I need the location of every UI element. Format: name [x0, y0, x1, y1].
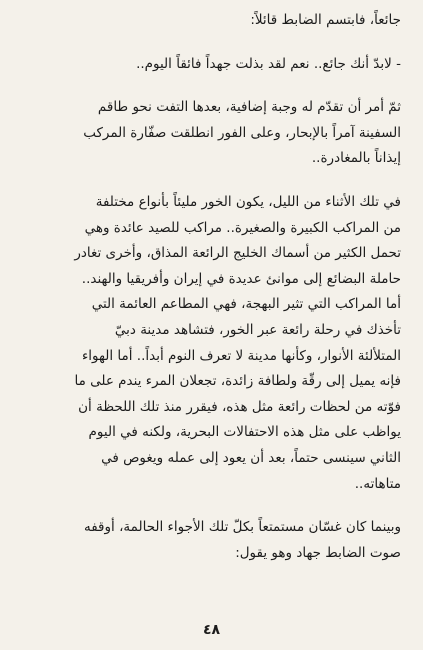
- text-line: تحمل الكثير من أسماك الخليج الرائعة المذاق، وأخرى تغادر: [74, 245, 401, 262]
- paragraph-1: [22, 8, 401, 34]
- text-line: وبينما كان غسّان مستمتعاً بكلّ تلك الأجواء الحالمة، أوقفه: [83, 519, 401, 536]
- text-line: متاهاته..: [354, 475, 401, 492]
- text-line: السفينة آمراً بالإبحار، وعلى الفور انطلقت صفّارة المركب: [83, 124, 401, 141]
- text-line: من المراكب الكبيرة والصغيرة.. مراكب للصيد عائدة وهي: [84, 219, 401, 236]
- text-line: - لابدّ أنك جائع.. نعم لقد بذلت جهداً فائقاً اليوم..: [136, 55, 401, 72]
- text-line: حاملة البضائع إلى موانئ عديدة في إيران وأفريقيا والهند..: [81, 270, 401, 287]
- text-line: الثاني سينسى حتماً، بعد أن يعود إلى عمله ويغوص في: [101, 449, 401, 466]
- text-line: ثمّ أمر أن تقدّم له وجبة إضافية، بعدها التفت نحو طاقم: [97, 99, 401, 116]
- paragraph-4: [22, 190, 401, 497]
- text-line: صوت الضابط جهاد وهو يقول:: [235, 544, 401, 561]
- text-line: في تلك الأثناء من الليل، يكون الخور مليئاً بأنواع مختلفة: [95, 193, 401, 210]
- text-line: إيذاناً بالمغادرة..: [311, 150, 401, 167]
- text-line: فوّته من لحظات رائعة مثل هذه، فيقرر منذ تلك اللحظة أن: [78, 398, 401, 415]
- paragraph-gap: [22, 172, 401, 190]
- paragraph-3: [22, 95, 401, 172]
- text-line: تأخذك في رحلة رائعة عبر الخور، فتشاهد مدينة دبيّ: [114, 321, 401, 338]
- text-line: يواظب على مثل هذه الاحتفالات البحرية، ولكنه في اليوم: [88, 424, 401, 441]
- text-line: أما المراكب التي تثير البهجة، فهي المطاعم العائمة التي: [91, 296, 401, 313]
- body-text: [22, 8, 401, 566]
- paragraph-gap: [22, 34, 401, 52]
- paragraph-5: [22, 515, 401, 566]
- text-line: فإنه يميل إلى رقّة ولطافة زائدة، تجعلان المرء يندم على ما: [74, 373, 401, 390]
- page-number: ٤٨: [202, 622, 221, 638]
- text-line: جائعاً، فابتسم الضابط قائلاً:: [250, 12, 401, 28]
- paragraph-gap: [22, 497, 401, 515]
- paragraph-gap: [22, 77, 401, 95]
- text-line: المتلألئة الأنوار، وكأنها مدينة لا تعرف النوم أبداً.. أما الهواء: [81, 347, 401, 364]
- paragraph-2: [22, 52, 401, 78]
